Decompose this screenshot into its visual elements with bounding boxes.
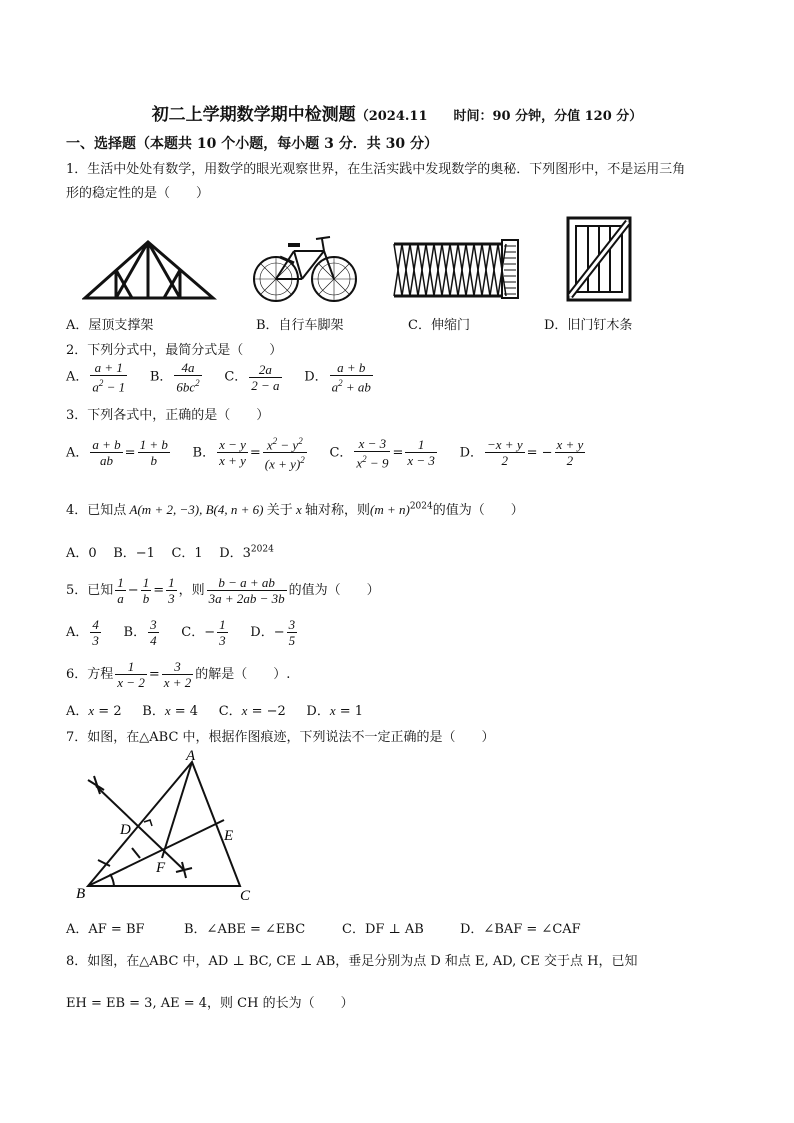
q8-line1: 8．如图，在△ABC 中，AD ⊥ BC, CE ⊥ AB，垂足分别为点 D 和点 E, AD, CE 交于点 H，已知 — [66, 954, 638, 969]
q2-stem: 2．下列分式中，最简分式是（ ） — [66, 343, 283, 358]
q7-label-c: C — [240, 888, 251, 902]
q4-stem: 4．已知点 A(m + 2, −3), B(4, n + 6) 关于 x 轴对称，则$(m + n)^{2024}$的值为（ ） — [66, 501, 524, 518]
q7-option-d[interactable]: D．∠BAF = ∠CAF — [460, 922, 581, 937]
q7-triangle-figure — [74, 750, 274, 902]
q5-options[interactable]: A． $\frac{4}{3}$ B． $\frac{3}{4}$ C．− $\frac{1}{3}$ D．− $\frac{3}{5}$ — [66, 617, 296, 648]
q7-label-b: B — [76, 886, 86, 902]
bicycle-figure — [250, 233, 360, 303]
q7-option-a[interactable]: A．AF = BF — [66, 922, 145, 937]
q1-option-a[interactable]: A．屋顶支撑架 — [66, 318, 154, 333]
old-door-figure — [566, 216, 632, 302]
q5-stem: 5．已知 $\frac{1}{a}$ − $\frac{1}{b}$ = $\frac{1}{3}$ ，则 $\frac{b - a + ab}{3a + 2ab - 3b}$ 的值为（ ） — [66, 575, 380, 606]
q8-line2: EH = EB = 3, AE = 4，则 CH 的长为（ ） — [66, 996, 354, 1011]
q1-line2: 形的稳定性的是（ ） — [66, 186, 210, 201]
q2-options[interactable]: A． $\frac{a + 1}{a^2 - 1}$ B． $\frac{4a}{6bc^2}$ C． $\frac{2a}{2 - a}$ D． $\frac{a + b}{a^2 + ab}$ — [66, 360, 371, 395]
q6-stem: 6．方程 $\frac{1}{x - 2}$ = $\frac{3}{x + 2}$ 的解是（ ）. — [66, 659, 291, 690]
q7-option-b[interactable]: B．∠ABE = ∠EBC — [184, 922, 306, 937]
q1-option-d[interactable]: D．旧门钉木条 — [544, 318, 633, 333]
q7-label-e: E — [224, 828, 234, 844]
q7-label-d: D — [120, 822, 131, 838]
q3-stem: 3．下列各式中，正确的是（ ） — [66, 408, 270, 423]
page-title: 初二上学期数学期中检测题（2024.11 时间：90 分钟，分值 120 分） — [151, 105, 643, 125]
q1-option-b[interactable]: B．自行车脚架 — [256, 318, 344, 333]
q1-line1: 1．生活中处处有数学，用数学的眼光观察世界，在生活实践中发现数学的奥秘．下列图形中，不是运用三角 — [66, 162, 686, 177]
q7-stem: 7．如图，在△ABC 中，根据作图痕迹，下列说法不一定正确的是（ ） — [66, 730, 495, 745]
q4-options[interactable]: A．0 B．−1 C．1 D．$3^{2024}$ — [66, 544, 274, 561]
section-heading: 一、选择题（本题共 10 个小题，每小题 3 分．共 30 分） — [66, 136, 438, 152]
q1-option-c[interactable]: C．伸缩门 — [408, 318, 470, 333]
q6-options[interactable]: A．x = 2 B．x = 4 C．x = −2 D．x = 1 — [66, 703, 364, 719]
q7-option-c[interactable]: C．DF ⊥ AB — [342, 922, 424, 937]
q3-options[interactable]: A． $\frac{a + b}{ab}$ = $\frac{1 + b}{b}$ B． $\frac{x - y}{x + y}$ = $\frac{x^2 - y^2}{(x + y)^2}$ C． $\frac{x - 3}{x^2 - 9}$ = $\frac{1}{x - 3}$ D． $\frac{-x + y}{2}$ = − $\frac{x + y}{2}$ — [66, 435, 584, 472]
retractable-gate-figure — [392, 238, 522, 300]
roof-truss-figure — [82, 238, 217, 302]
q7-label-f: F — [156, 860, 166, 876]
q7-label-a: A — [186, 750, 196, 764]
